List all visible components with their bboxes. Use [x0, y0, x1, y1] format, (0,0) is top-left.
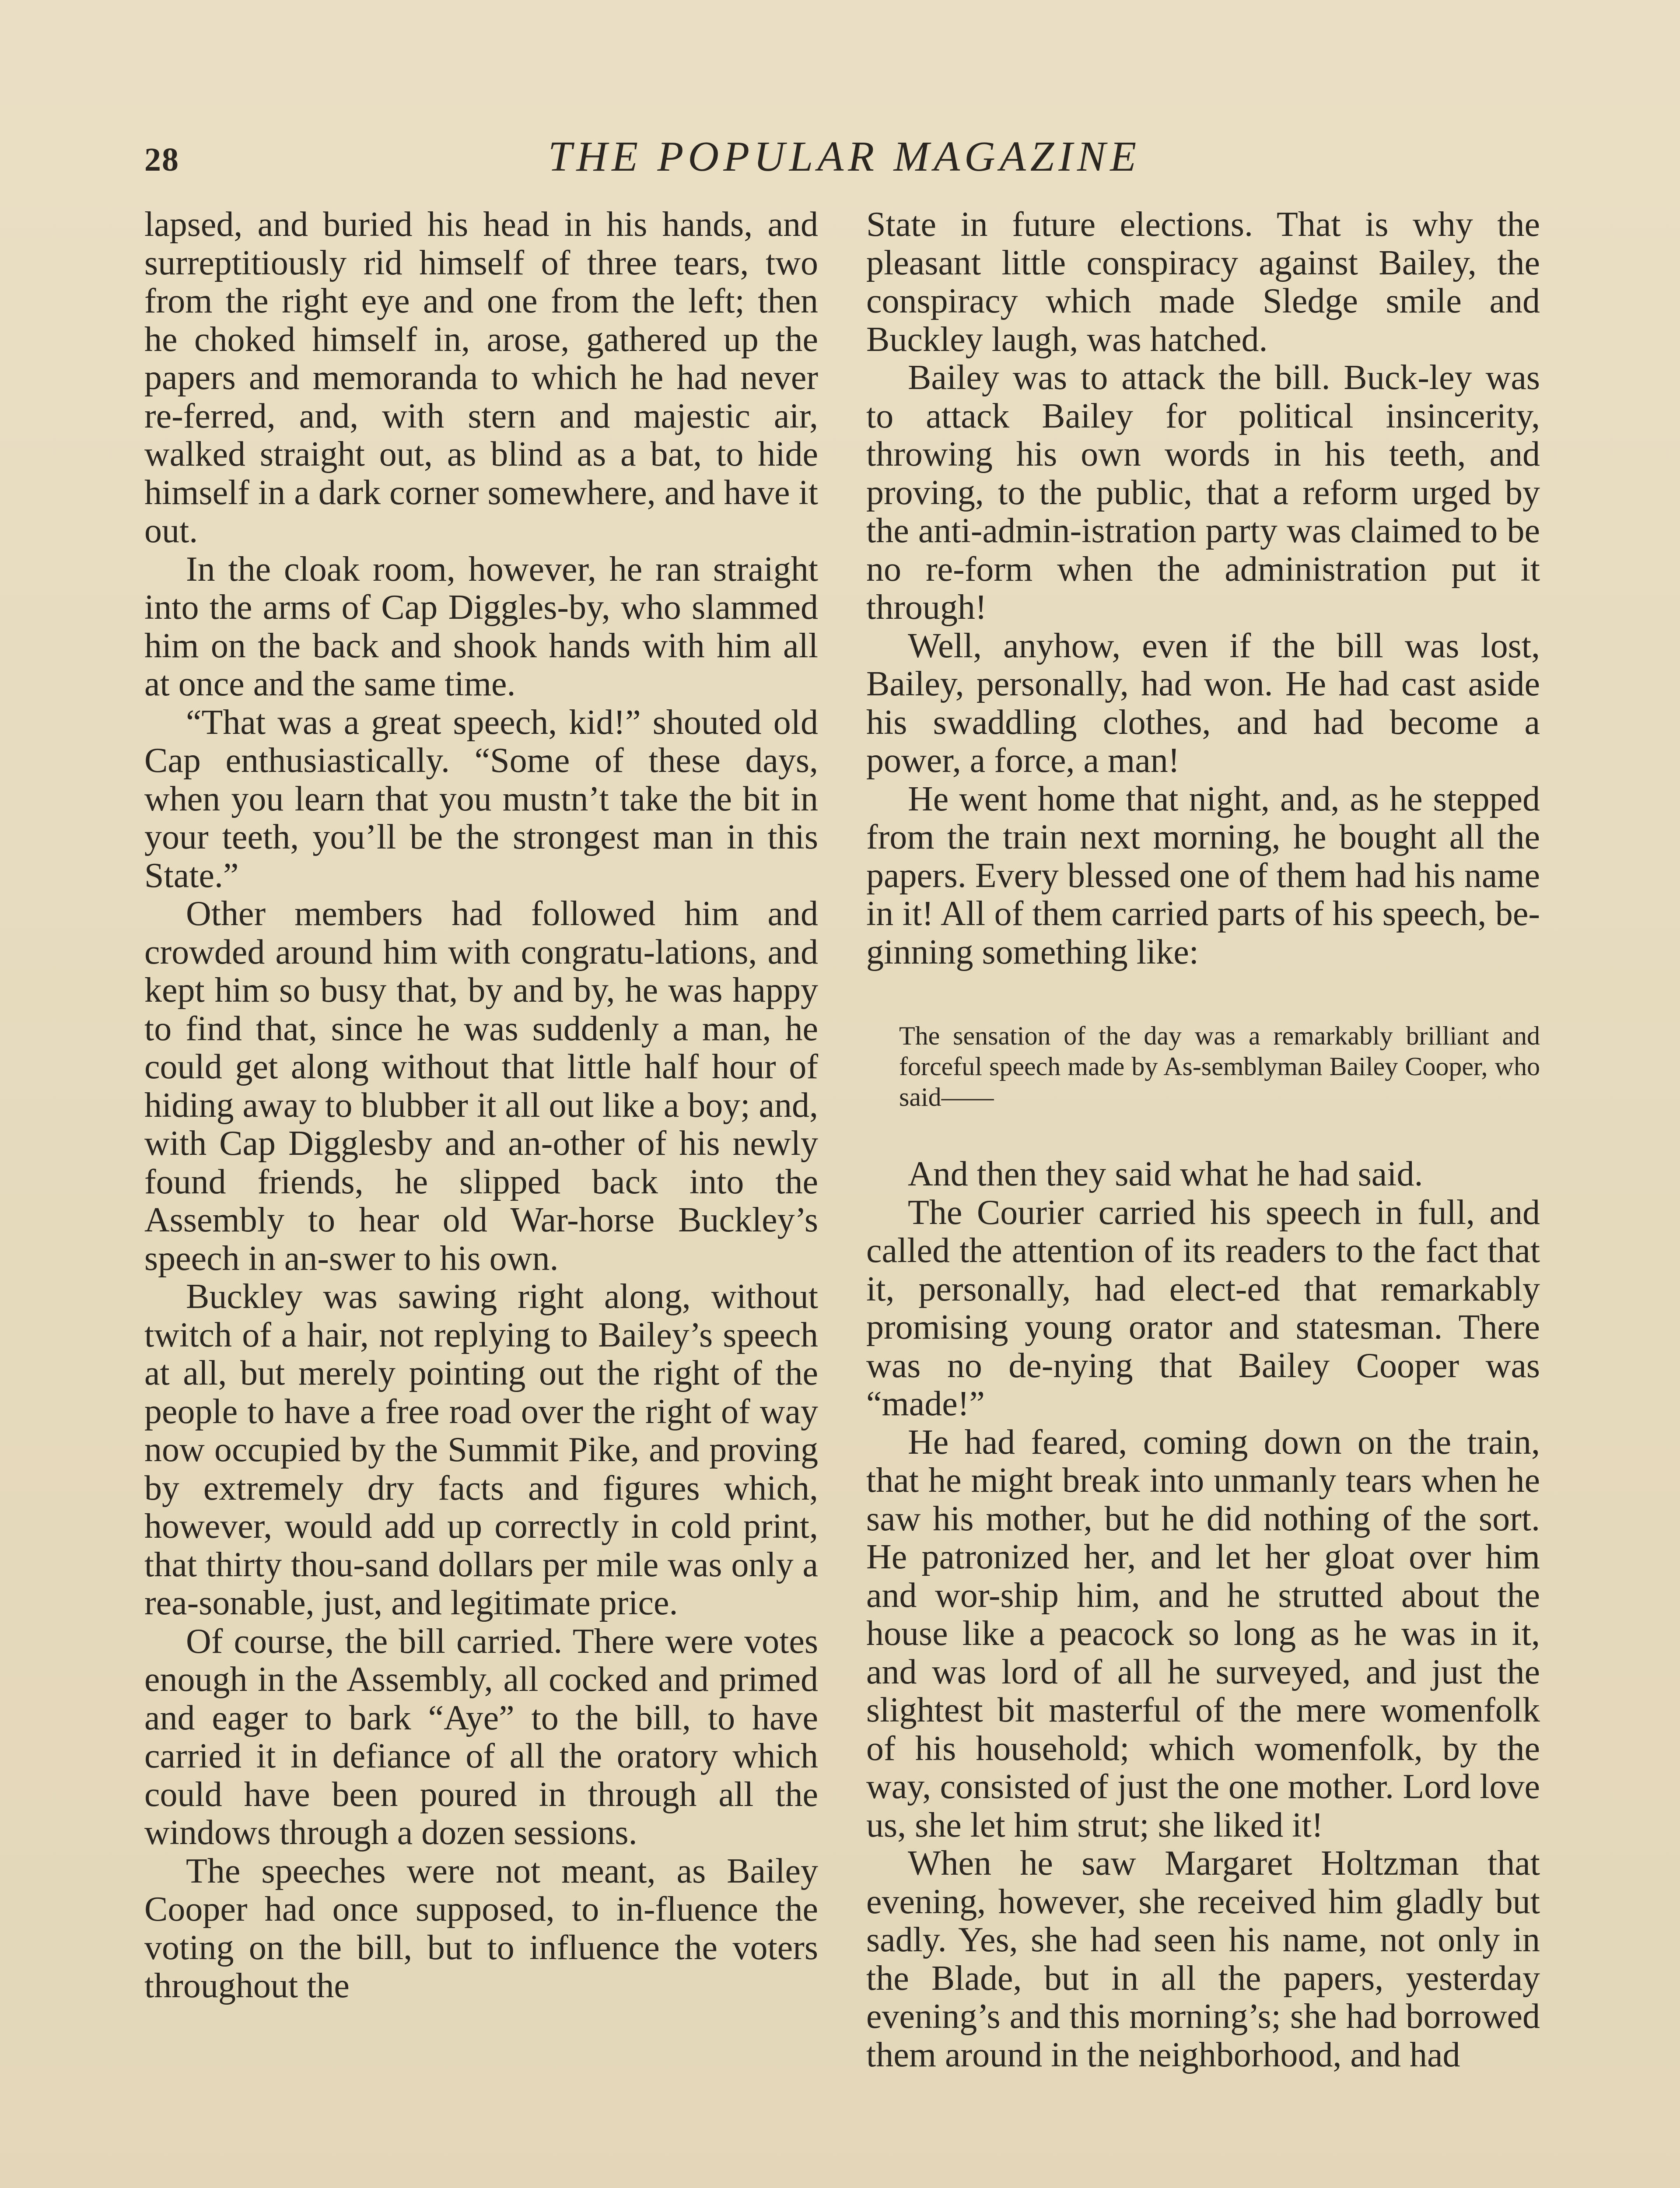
paragraph: When he saw Margaret Holtzman that evening, however, she received him gladly but sadly. Yes, she had seen his name, not only in the Blade, but in all the papers, yesterday evening’s and this morning’s; she had borrowed them around in the neighborhood, and had [866, 1844, 1540, 2074]
paragraph: And then they said what he had said. [908, 1155, 1423, 1193]
running-title: THE POPULAR MAGAZINE [548, 133, 1141, 180]
left-column [144, 206, 818, 2006]
paragraph: Bailey was to attack the bill. Buck-ley was to attack Bailey for political insincerity, throwing his own words in his teeth, and proving, to the public, that a reform urged by the anti-admin-istration party was claimed to be no re-form when the administration put it through! [866, 358, 1540, 627]
page-header [144, 128, 1544, 189]
paragraph: lapsed, and buried his head in his hands, and surreptitiously rid himself of three tears, two from the right eye and one from the left; then he choked himself in, arose, gathered up the papers and memoranda to which he had never re-ferred, and, with stern and majestic air, walked straight out, as blind as a bat, to hide himself in a dark corner somewhere, and have it out. [144, 205, 818, 550]
text-columns [144, 206, 1544, 2188]
paragraph: In the cloak room, however, he ran straight into the arms of Cap Diggles-by, who slammed him on the back and shook hands with him all at once and the same time. [144, 550, 818, 703]
paragraph: He had feared, coming down on the train, that he might break into unmanly tears when he saw his mother, but he did nothing of the sort. He patronized her, and let her gloat over him and wor-ship him, and he strutted about the house like a peacock so long as he was in it, and was lord of all he surveyed, and just the slightest bit masterful of the mere womenfolk of his household; which womenfolk, by the way, consisted of just the one mother. Lord love us, she let him strut; she liked it! [866, 1423, 1540, 1844]
paragraph: Of course, the bill carried. There were votes enough in the Assembly, all cocked and primed and eager to bark “Aye” to the bill, to have carried it in defiance of all the oratory which could have been poured in through all the windows through a dozen sessions. [144, 1622, 818, 1852]
right-column [866, 206, 1540, 2074]
page-number: 28 [144, 141, 179, 178]
paragraph: He went home that night, and, as he stepped from the train next morning, he bought all the papers. Every blessed one of them had his name in it! All of them carried parts of his speech, be-ginning something like: [866, 779, 1540, 971]
paragraph: Buckley was sawing right along, without twitch of a hair, not replying to Bailey’s speech at all, but merely pointing out the right of the people to have a free road over the right of way now occupied by the Summit Pike, and proving by extremely dry facts and figures which, however, would add up correctly in cold print, that thirty thou-sand dollars per mile was only a rea-sonable, just, and legitimate price. [144, 1277, 818, 1622]
paragraph: Other members had followed him and crowded around him with congratu-lations, and kept him so busy that, by and by, he was happy to find that, since he was suddenly a man, he could get along without that little half hour of hiding away to blubber it all out like a boy; and, with Cap Digglesby and an-other of his newly found friends, he slipped back into the Assembly to hear old War-horse Buckley’s speech in an-swer to his own. [144, 894, 818, 1278]
paragraph: Well, anyhow, even if the bill was lost, Bailey, personally, had won. He had cast aside his swaddling clothes, and had become a power, a force, a man! [866, 626, 1540, 780]
paragraph: The speeches were not meant, as Bailey Cooper had once supposed, to in-fluence the voting on the bill, but to influence the voters throughout the [144, 1851, 818, 2005]
paragraph: State in future elections. That is why the pleasant little conspiracy against Bailey, the conspiracy which made Sledge smile and Buckley laugh, was hatched. [866, 205, 1540, 359]
newspaper-quote: The sensation of the day was a remarkably brilliant and forceful speech made by As-semblyman Bailey Cooper, who said—— [899, 1021, 1540, 1112]
paragraph: “That was a great speech, kid!” shouted old Cap enthusiastically. “Some of these days, when you learn that you mustn’t take the bit in your teeth, you’ll be the strongest man in this State.” [144, 703, 818, 895]
paragraph: The Courier carried his speech in full, and called the attention of its readers to the fact that it, personally, had elect-ed that remarkably promising young orator and statesman. There was no de-nying that Bailey Cooper was “made!” [866, 1193, 1540, 1423]
